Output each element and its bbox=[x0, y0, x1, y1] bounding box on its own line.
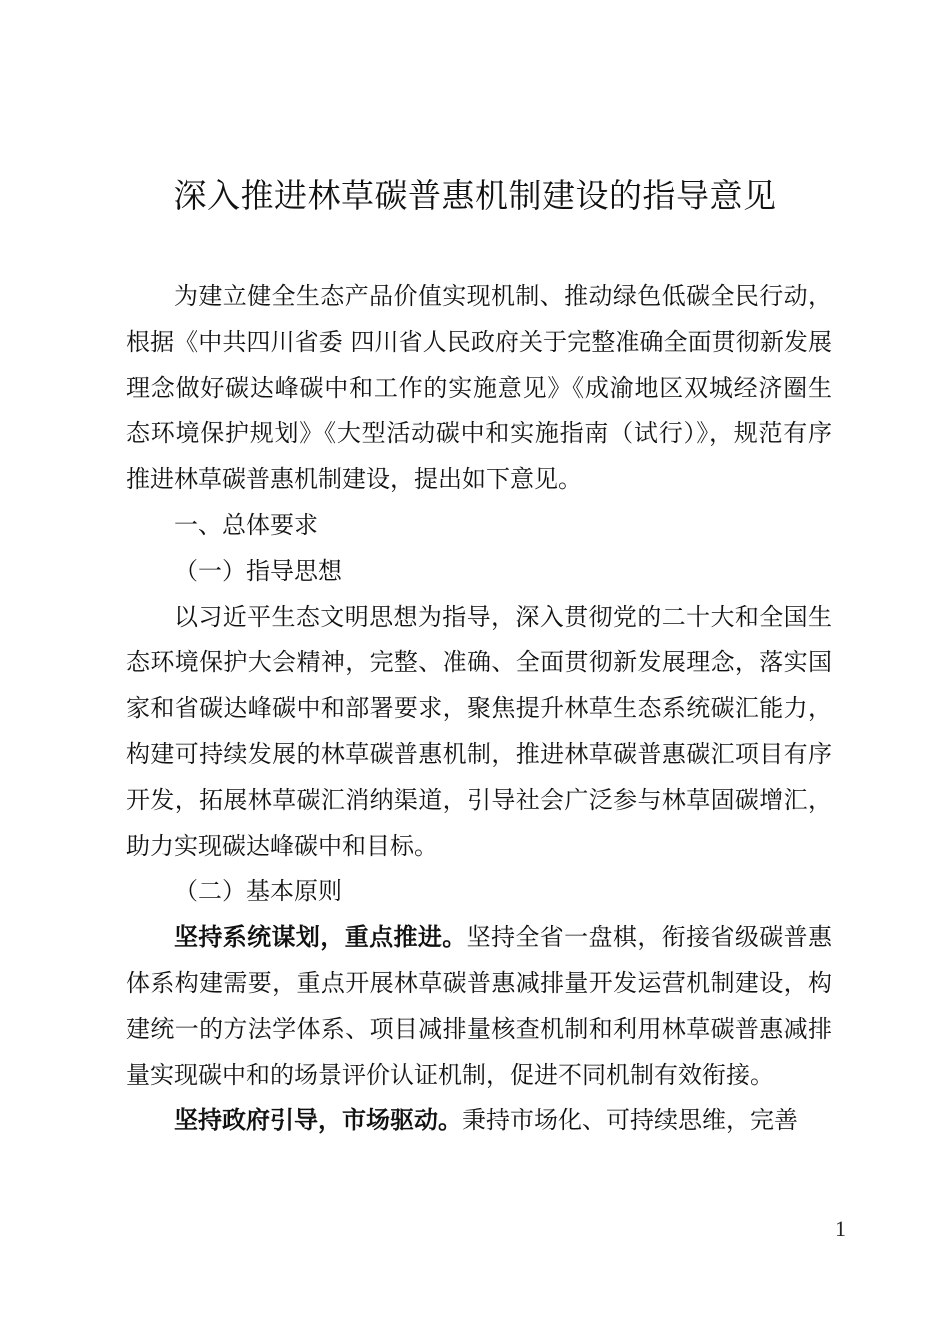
subsection-heading-basic-principles: （二）基本原则 bbox=[174, 877, 342, 906]
document-body bbox=[126, 274, 832, 1144]
document-title: 深入推进林草碳普惠机制建设的指导意见 bbox=[173, 176, 777, 215]
principle-2-lead: 坚持政府引导，市场驱动。 bbox=[174, 1106, 462, 1135]
page-number: 1 bbox=[835, 1216, 846, 1241]
guiding-ideology-paragraph: 以习近平生态文明思想为指导，深入贯彻党的二十大和全国生态环境保护大会精神，完整、准确、全面贯彻新发展理念，落实国家和省碳达峰碳中和部署要求，聚焦提升林草生态系统碳汇能力，构建可持续发展的林草碳普惠机制，推进林草碳普惠碳汇项目有序开发，拓展林草碳汇消纳渠道，引导社会广泛参与林草固碳增汇，助力实现碳达峰碳中和目标。 bbox=[126, 602, 832, 860]
principle-1-text: 坚持全省一盘棋，衔接省级碳普惠体系构建需要，重点开展林草碳普惠减排量开发运营机制建设，构建统一的方法学体系、项目减排量核查机制和利用林草碳普惠减排量实现碳中和的场景评价认证机制，促进不同机制有效衔接。 bbox=[126, 923, 833, 1089]
principle-paragraph-2 bbox=[126, 1098, 832, 1144]
principle-paragraph-1 bbox=[126, 915, 832, 1098]
intro-paragraph: 为建立健全生态产品价值实现机制、推动绿色低碳全民行动，根据《中共四川省委 四川省人民政府关于完整准确全面贯彻新发展理念做好碳达峰碳中和工作的实施意见》《成渝地区双城经济圈生态环境保护规划》《大型活动碳中和实施指南（试行）》，规范有序推进林草碳普惠机制建设，提出如下意见。 bbox=[126, 282, 832, 494]
subsection-heading-guiding-ideology: （一）指导思想 bbox=[174, 556, 342, 585]
principle-1-lead: 坚持系统谋划，重点推进。 bbox=[174, 923, 467, 952]
principle-2-text: 秉持市场化、可持续思维，完善 bbox=[462, 1106, 798, 1135]
section-heading-overall-requirements: 一、总体要求 bbox=[174, 510, 318, 539]
